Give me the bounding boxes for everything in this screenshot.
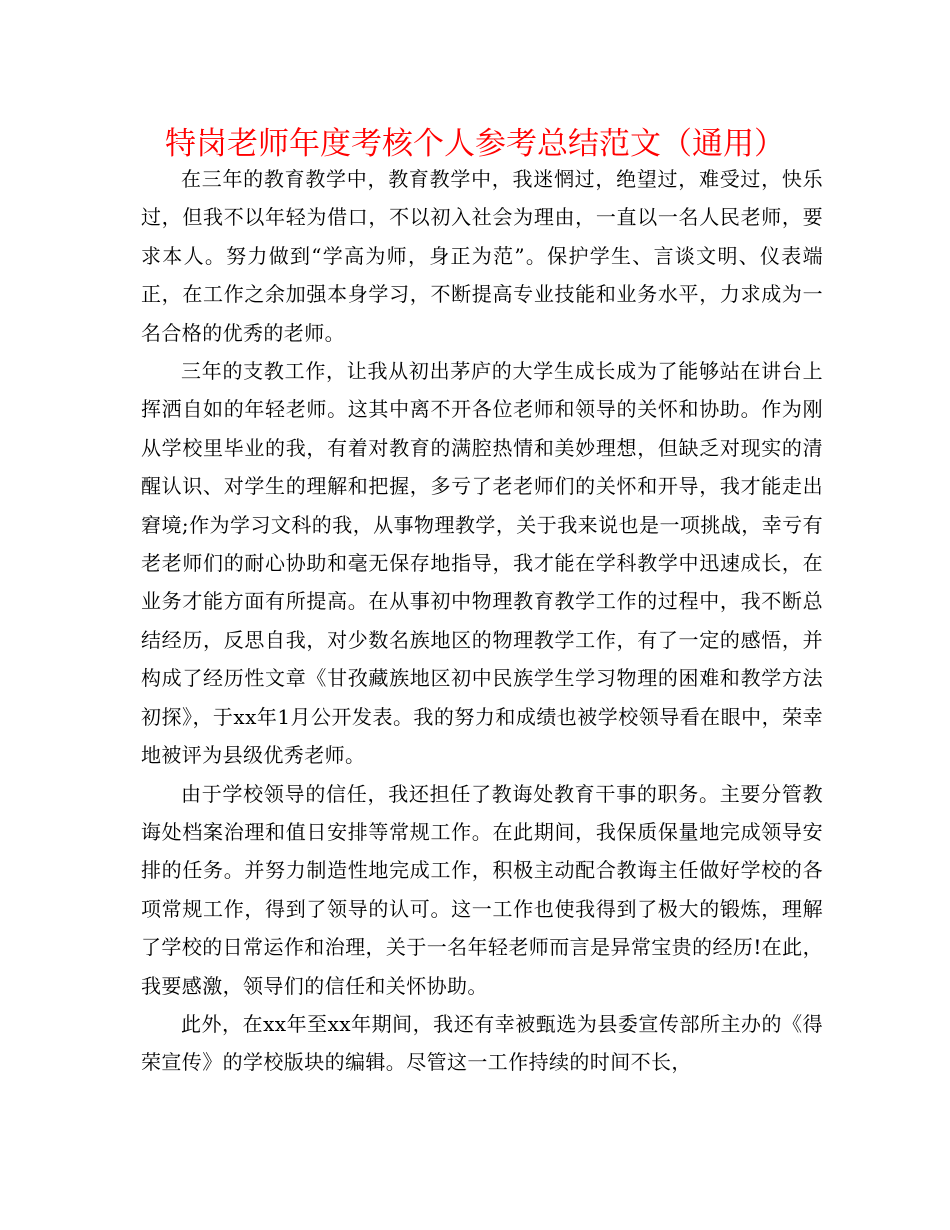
- paragraph-3: 由于学校领导的信任，我还担任了教诲处教育干事的职务。主要分管教诲处档案治理和值日安排等常规工作。在此期间，我保质保量地完成领导安排的任务。并努力制造性地完成工作，积极主动配合教诲主任做好学校的各项常规工作，得到了领导的认可。这一工作也使我得到了极大的锻炼，理解了学校的日常运作和治理，关于一名年轻老师而言是异常宝贵的经历!在此，我要感激，领导们的信任和关怀协助。: [141, 781, 823, 998]
- paragraph-1: 在三年的教育教学中，教育教学中，我迷惘过，绝望过，难受过，快乐过，但我不以年轻为借口，不以初入社会为理由，一直以一名人民老师，要求本人。努力做到“学高为师，身正为范”。保护学生、言谈文明、仪表端正，在工作之余加强本身学习，不断提高专业技能和业务水平，力求成为一名合格的优秀的老师。: [141, 167, 823, 345]
- document-body: [141, 160, 823, 1082]
- paragraph-2: 三年的支教工作，让我从初出茅庐的大学生成长成为了能够站在讲台上挥洒自如的年轻老师。这其中离不开各位老师和领导的关怀和协助。作为刚从学校里毕业的我，有着对教育的满腔热情和美妙理想，但缺乏对现实的清醒认识、对学生的理解和把握，多亏了老老师们的关怀和开导，我才能走出窘境;作为学习文科的我，从事物理教学，关于我来说也是一项挑战，幸亏有老老师们的耐心协助和毫无保存地指导，我才能在学科教学中迅速成长，在业务才能方面有所提高。在从事初中物理教育教学工作的过程中，我不断总结经历，反思自我，对少数名族地区的物理教学工作，有了一定的感悟，并构成了经历性文章《甘孜藏族地区初中民族学生学习物理的困难和教学方法初探》，于xx年1月公开发表。我的努力和成绩也被学校领导看在眼中，荣幸地被评为县级优秀老师。: [141, 359, 823, 768]
- document-title: 特岗老师年度考核个人参考总结范文（通用）: [165, 126, 785, 162]
- paragraph-4: 此外，在xx年至xx年期间，我还有幸被甄选为县委宣传部所主办的《得荣宣传》的学校版块的编辑。尽管这一工作持续的时间不长，: [141, 1011, 823, 1075]
